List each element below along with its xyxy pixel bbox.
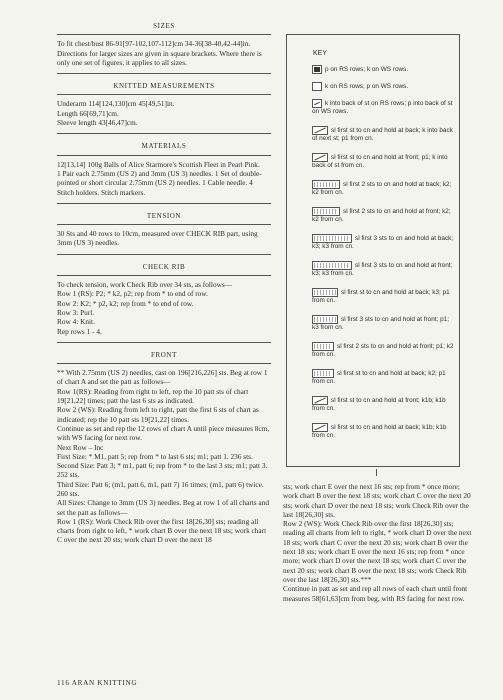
cable-symbol-icon [312,396,328,405]
paragraph: Length 66[69,71]cm. [57,108,119,118]
section-front [57,342,271,551]
section-check-rib [57,254,271,342]
paragraph: 30 Sts and 40 rows to 10cm, measured over CHECK RIB part, using 3mm (US 3) needles. [57,229,258,248]
key-text: sl first st to cn and hold at back; k into back of next st; p1 from cn. [312,127,453,143]
key-item [312,234,457,252]
cable-symbol-icon [312,288,338,297]
section-sizes [57,22,271,73]
right-column [283,482,473,603]
key-text: sl first st to cn and hold at front; p1; k into back of st from cn. [312,154,448,170]
paragraph: 12[13,14] 100g Balls of Alice Starmore's Scottish Fleet in Pearl Pink. [57,159,260,169]
divider [57,342,271,343]
key-text: k on RS rows; p on WS rows. [325,83,409,91]
paragraph: To check tension, work Check Rib over 34 sts, as follows— [57,280,232,290]
cable-symbol-icon [312,126,328,135]
paragraph: Second Size: Patt 3; * m1, patt 6; rep from * to the last 3 sts; m1; patt 3. 252 sts. [57,461,268,480]
cable-symbol-icon [312,369,334,378]
key-item [312,82,457,91]
paragraph: Next Row – Inc [57,442,104,452]
divider [57,203,271,204]
paragraph: Row 1 (RS): Work Check Rib over the first 18[26,30] sts; reading all charts from right to left, * work chart B over the next 18 sts; work chart C over the next 20 sts; work chart D over the next 18 [57,516,267,545]
paragraph: Row 2 (WS): Work Check Rib over the first 18[26,30] sts; reading all charts from left to right, * work chart D over the next 18 sts; work chart C over the next 20 sts; work chart B over the next 18 sts; work chart E over the next 16 sts; rep from * once more; work chart D over the next 18 sts; work chart C over the next 20 sts; work chart B over the next 18 sts; work Check Rib over the last 18[26,30] sts.*** [283,519,472,584]
purl-symbol-icon [312,65,322,74]
key-text: sl first st to cn and hold at back; k2; p1 from cn. [312,370,446,386]
paragraph: Row 2: K2; * p2, k2; rep from * to end of row. [57,298,194,308]
section-measurements [57,73,271,133]
paragraph: All Sizes: Change to 3mm (US 3) needles. Beg at row 1 of all charts and set the patt as follows— [57,498,269,517]
paragraph: Third Size: Patt 6; (m1, patt 6, m1, patt 7) 16 times; (m1, patt 6) twice. 260 sts. [57,479,264,498]
section-heading: CHECK RIB [142,262,186,271]
paragraph: Row 2 (WS): Reading from left to right, patt the first 6 sts of chart as indicated; rep the 10 patt sts 19[21,22] times. [57,405,259,424]
key-item [312,261,457,279]
key-text: p on RS rows; k on WS rows. [325,66,409,74]
page-footer: 116 ARAN KNITTING [57,679,138,687]
key-item [312,342,457,360]
key-item [312,153,457,171]
divider [57,363,271,364]
paragraph: To fit chest/bust 86-91[97-102,107-112]cm 34-36[38-40,42-44]in. Directions for larger sizes are given in square brackets. Where there is only one set of figures, it applies to all sizes. [57,39,262,67]
key-item [312,65,457,74]
divider [57,73,271,74]
section-heading: KNITTED MEASUREMENTS [113,82,215,91]
key-item [312,423,457,441]
key-item [312,369,457,387]
paragraph: 1 Pair each 2.75mm (US 2) and 3mm (US 3) needles. 1 Set of double-pointed or short circular 2.75mm (US 2) needles. 1 Cable needle. 4 Stitch holders. Stitch markers. [57,168,262,197]
divider [57,34,271,35]
key-text: sl first st to cn and hold at back; k3; p1 from cn. [312,289,450,305]
divider [57,224,271,225]
paragraph: Underarm 114[124,130]cm 45[49,51]in. [57,99,175,109]
key-item [312,126,457,144]
paragraph: ** With 2.75mm (US 2) needles, cast on 196[216,226] sts. Beg at row 1 of chart A and set the patt as follows— [57,368,268,387]
key-text: sl first 2 sts to cn and hold at front; k2; k2 from cn. [312,208,451,224]
paragraph: Continue as set and rep the 12 rows of chart A until piece measures 8cm, with WS facing for next row. [57,423,270,443]
key-text: sl first 3 sts to cn and hold at back; k3; k3 from cn. [312,235,454,251]
key-text: sl first 2 sts to cn and hold at back; k2; k2 from cn. [312,181,452,197]
cable-symbol-icon [312,207,340,216]
paragraph: Row 1(RS): Reading from right to left, rep the 10 patt sts of chart 19[21,22] times; patt the last 6 sts as indicated. [57,386,249,406]
cable-symbol-icon [312,423,328,432]
key-text: sl first st to cn and hold at back; k1b; k1b from cn. [312,424,447,440]
section-heading: MATERIALS [141,142,187,151]
key-title: KEY [313,50,328,57]
cable-symbol-icon [312,315,338,324]
key-item [312,180,457,198]
section-heading: FRONT [151,350,177,359]
paragraph: Rep rows 1 - 4. [57,326,102,336]
divider [57,275,271,276]
column-marker [376,469,377,476]
paragraph: Row 1 (RS): P2; * k2, p2; rep from * to end of row. [57,289,208,299]
cable-symbol-icon [312,261,352,270]
paragraph: First Size: * M1, patt 5; rep from * to last 6 sts; m1; patt 1. 236 sts. [57,451,253,461]
cable-symbol-icon [312,234,352,243]
section-materials [57,133,271,202]
key-text: sl first 3 sts to cn and hold at front; p1; k3 from cn. [312,316,449,332]
key-text: k into back of st on RS rows; p into back of st on WS rows. [312,100,453,116]
divider [57,254,271,255]
divider [57,155,271,156]
cable-symbol-icon [312,180,340,189]
paragraph: Row 4: Knit. [57,317,95,327]
paragraph: Continue in patt as set and rep all rows of each chart until front measures 58[61,63]cm from beg, with RS facing for next row. [283,584,468,603]
section-heading: TENSION [146,211,182,220]
paragraph: Row 3: Purl. [57,307,95,317]
key-text: sl first 3 sts to cn and hold at front; k3; k3 from cn. [312,262,453,278]
key-item [312,396,457,414]
knit-symbol-icon [312,82,322,91]
section-tension [57,203,271,254]
section-heading: SIZES [153,22,175,30]
left-column [57,22,271,551]
key-item [312,288,457,306]
paragraph: Sleeve length 43[46,47]cm. [57,118,138,128]
key-item [312,207,457,225]
twisted-knit-symbol-icon [312,99,322,108]
chart-key-box [286,34,460,467]
key-item [312,315,457,333]
paragraph: sts; work chart E over the next 16 sts; rep from * once more; work chart B over the next 18 sts; work chart C over the next 20 sts; work chart D over the next 18 sts; work Check Rib over the last 18[26,30] sts. [283,482,471,519]
key-text: sl first 2 sts to cn and hold at front; p1; k2 from cn. [312,343,454,359]
key-item [312,99,457,117]
key-text: sl first st to cn and hold at front; k1b; k1b from cn. [312,397,446,413]
divider [57,133,271,134]
cable-symbol-icon [312,342,334,351]
divider [57,94,271,95]
cable-symbol-icon [312,153,328,162]
